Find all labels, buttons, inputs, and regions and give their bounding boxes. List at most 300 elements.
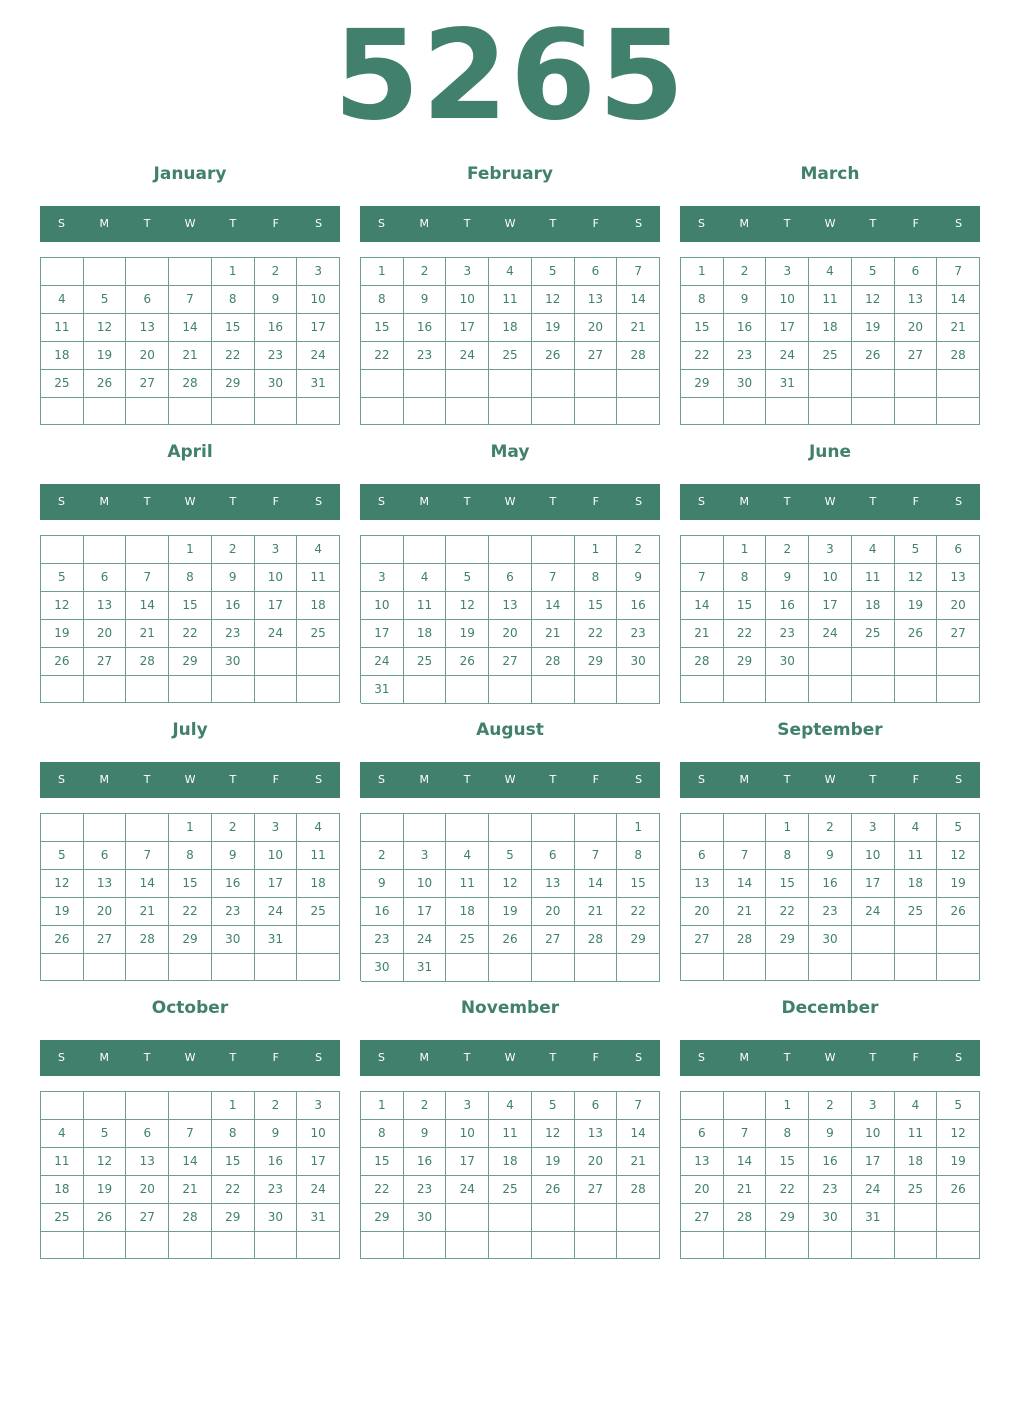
day-cell: 27: [575, 342, 618, 370]
day-cell: [489, 1232, 532, 1259]
day-cell: [126, 954, 169, 981]
day-cell: 28: [617, 342, 660, 370]
day-cell: 26: [895, 620, 938, 648]
month-name: December: [781, 998, 879, 1018]
day-cell: [404, 676, 447, 704]
day-cell: [41, 536, 84, 564]
day-cell: 9: [766, 564, 809, 592]
weekday-label: F: [912, 495, 919, 508]
day-cell: 20: [937, 592, 980, 620]
day-cell: 2: [404, 258, 447, 286]
weekday-label: T: [549, 773, 557, 786]
month-name: August: [476, 720, 544, 740]
day-cell: [937, 648, 980, 676]
day-cell: 19: [446, 620, 489, 648]
day-cell: 3: [766, 258, 809, 286]
day-cell: 18: [489, 314, 532, 342]
day-cell: 20: [575, 314, 618, 342]
weekday-label: M: [419, 1051, 430, 1064]
weekday-label: T: [869, 773, 877, 786]
day-cell: 19: [41, 898, 84, 926]
day-cell: 30: [255, 370, 298, 398]
day-cell: [895, 398, 938, 425]
day-cell: 16: [212, 592, 255, 620]
day-cell: 6: [575, 258, 618, 286]
day-cell: 5: [41, 564, 84, 592]
day-cell: 5: [937, 1092, 980, 1120]
day-cell: 13: [126, 1148, 169, 1176]
month-name: June: [808, 442, 852, 462]
weekday-label: F: [592, 495, 599, 508]
day-cell: [681, 676, 724, 703]
day-cell: [575, 398, 618, 426]
day-cell: 2: [255, 258, 298, 286]
day-cell: [255, 398, 298, 425]
day-cell: 30: [766, 648, 809, 676]
day-cell: [575, 814, 618, 842]
day-cell: 17: [255, 870, 298, 898]
month-name: February: [466, 164, 554, 184]
day-cell: 25: [446, 926, 489, 954]
day-cell: [41, 1232, 84, 1259]
day-cell: 3: [404, 842, 447, 870]
day-cell: 13: [575, 1120, 618, 1148]
day-cell: [41, 676, 84, 703]
day-cell: 17: [766, 314, 809, 342]
day-cell: 14: [169, 314, 212, 342]
day-grid: [360, 813, 660, 981]
day-cell: 29: [681, 370, 724, 398]
day-cell: 4: [446, 842, 489, 870]
weekday-label: F: [912, 217, 919, 230]
day-cell: 18: [404, 620, 447, 648]
day-cell: 27: [575, 1176, 618, 1204]
day-grid: [360, 535, 660, 703]
day-cell: 21: [126, 620, 169, 648]
day-cell: 9: [404, 1120, 447, 1148]
day-grid: [40, 257, 340, 425]
day-cell: [681, 1092, 724, 1120]
day-cell: 27: [489, 648, 532, 676]
day-cell: 16: [809, 1148, 852, 1176]
day-cell: 16: [255, 1148, 298, 1176]
day-cell: [404, 370, 447, 398]
day-cell: 28: [681, 648, 724, 676]
day-cell: 24: [809, 620, 852, 648]
day-cell: 15: [766, 870, 809, 898]
day-grid: [40, 535, 340, 703]
day-cell: [937, 370, 980, 398]
weekday-label: W: [184, 773, 196, 786]
day-cell: 24: [852, 898, 895, 926]
day-cell: 22: [617, 898, 660, 926]
day-cell: 2: [724, 258, 767, 286]
day-cell: 13: [895, 286, 938, 314]
month-name: May: [490, 442, 530, 462]
day-cell: [84, 258, 127, 286]
day-cell: 23: [255, 342, 298, 370]
weekday-label: T: [869, 495, 877, 508]
weekday-label: T: [463, 495, 471, 508]
day-cell: [617, 1232, 660, 1259]
weekday-label: T: [229, 217, 237, 230]
day-cell: 8: [169, 564, 212, 592]
day-cell: 15: [681, 314, 724, 342]
day-cell: 17: [297, 314, 340, 342]
day-cell: 22: [681, 342, 724, 370]
day-cell: [681, 1232, 724, 1259]
day-cell: [489, 398, 532, 426]
weekday-label: S: [697, 217, 705, 230]
day-cell: 5: [84, 1120, 127, 1148]
day-cell: 4: [895, 814, 938, 842]
day-cell: [937, 398, 980, 425]
day-cell: 22: [212, 1176, 255, 1204]
day-cell: [446, 814, 489, 842]
day-cell: 3: [255, 536, 298, 564]
day-cell: 6: [575, 1092, 618, 1120]
day-cell: 13: [532, 870, 575, 898]
day-cell: 2: [404, 1092, 447, 1120]
day-cell: 6: [895, 258, 938, 286]
day-cell: 21: [532, 620, 575, 648]
day-cell: 15: [169, 870, 212, 898]
weekday-label: W: [824, 495, 836, 508]
day-cell: 27: [84, 648, 127, 676]
day-cell: 4: [852, 536, 895, 564]
day-cell: 2: [617, 536, 660, 564]
weekday-label: S: [955, 217, 963, 230]
day-cell: 15: [212, 1148, 255, 1176]
day-cell: 9: [809, 1120, 852, 1148]
day-cell: [852, 676, 895, 703]
day-cell: 23: [809, 898, 852, 926]
day-cell: [212, 954, 255, 981]
day-cell: 14: [617, 286, 660, 314]
day-cell: 2: [809, 1092, 852, 1120]
day-cell: 7: [617, 258, 660, 286]
day-cell: [84, 1232, 127, 1259]
weekday-header: [680, 206, 980, 242]
day-cell: 25: [489, 1176, 532, 1204]
day-cell: [446, 1204, 489, 1232]
day-cell: [895, 370, 938, 398]
day-cell: 24: [766, 342, 809, 370]
day-cell: 22: [169, 898, 212, 926]
day-cell: [255, 954, 298, 981]
day-cell: 31: [255, 926, 298, 954]
weekday-label: T: [783, 495, 791, 508]
weekday-header: [40, 484, 340, 520]
day-cell: [212, 1232, 255, 1259]
day-cell: 23: [212, 898, 255, 926]
day-cell: 24: [446, 342, 489, 370]
weekday-label: T: [143, 1051, 151, 1064]
day-cell: 5: [532, 1092, 575, 1120]
day-cell: 1: [766, 1092, 809, 1120]
day-cell: [617, 954, 660, 982]
day-cell: 18: [41, 342, 84, 370]
day-grid: [40, 813, 340, 981]
day-cell: 17: [255, 592, 298, 620]
month-name: October: [151, 998, 229, 1018]
day-cell: [681, 536, 724, 564]
day-cell: 18: [446, 898, 489, 926]
weekday-label: S: [57, 217, 65, 230]
day-cell: 26: [937, 1176, 980, 1204]
day-cell: 10: [255, 842, 298, 870]
weekday-label: S: [955, 1051, 963, 1064]
day-cell: 1: [212, 258, 255, 286]
weekday-label: S: [377, 217, 385, 230]
weekday-label: S: [955, 773, 963, 786]
day-cell: [809, 954, 852, 981]
day-cell: [852, 926, 895, 954]
day-cell: 14: [126, 870, 169, 898]
day-cell: [575, 954, 618, 982]
day-cell: 17: [404, 898, 447, 926]
day-cell: [937, 926, 980, 954]
weekday-label: W: [824, 773, 836, 786]
day-cell: 21: [126, 898, 169, 926]
day-cell: 9: [255, 1120, 298, 1148]
day-cell: 4: [489, 1092, 532, 1120]
weekday-label: S: [315, 773, 323, 786]
day-cell: 16: [212, 870, 255, 898]
day-cell: 19: [532, 314, 575, 342]
day-cell: [126, 814, 169, 842]
day-cell: 22: [766, 1176, 809, 1204]
day-cell: 8: [766, 1120, 809, 1148]
day-cell: 5: [41, 842, 84, 870]
day-cell: 21: [617, 314, 660, 342]
day-cell: 5: [489, 842, 532, 870]
day-cell: [126, 1092, 169, 1120]
weekday-label: T: [783, 1051, 791, 1064]
day-cell: 18: [489, 1148, 532, 1176]
day-cell: 1: [617, 814, 660, 842]
day-cell: 15: [575, 592, 618, 620]
day-cell: 11: [41, 314, 84, 342]
day-cell: [617, 370, 660, 398]
day-cell: 10: [446, 1120, 489, 1148]
day-cell: 11: [895, 1120, 938, 1148]
day-cell: 20: [681, 1176, 724, 1204]
day-cell: [169, 954, 212, 981]
day-cell: [41, 814, 84, 842]
day-cell: 15: [212, 314, 255, 342]
day-cell: 7: [575, 842, 618, 870]
day-cell: [766, 954, 809, 981]
day-cell: 31: [297, 1204, 340, 1232]
day-cell: 10: [255, 564, 298, 592]
day-cell: [575, 370, 618, 398]
weekday-label: S: [955, 495, 963, 508]
day-cell: 17: [446, 314, 489, 342]
day-cell: 26: [532, 342, 575, 370]
weekday-label: T: [869, 1051, 877, 1064]
day-cell: 6: [681, 1120, 724, 1148]
day-cell: [489, 676, 532, 704]
day-cell: [361, 1232, 404, 1259]
weekday-label: F: [912, 773, 919, 786]
day-cell: [169, 1092, 212, 1120]
day-cell: 2: [212, 814, 255, 842]
day-cell: 3: [446, 258, 489, 286]
day-cell: 12: [895, 564, 938, 592]
day-cell: 16: [617, 592, 660, 620]
day-cell: 17: [809, 592, 852, 620]
weekday-label: M: [99, 217, 110, 230]
day-cell: 14: [617, 1120, 660, 1148]
day-cell: [852, 648, 895, 676]
day-cell: 13: [84, 870, 127, 898]
day-cell: 9: [404, 286, 447, 314]
day-cell: 8: [212, 286, 255, 314]
day-cell: 16: [809, 870, 852, 898]
day-cell: 29: [617, 926, 660, 954]
day-cell: 5: [532, 258, 575, 286]
weekday-label: T: [143, 773, 151, 786]
day-cell: 9: [617, 564, 660, 592]
day-cell: 4: [809, 258, 852, 286]
weekday-label: M: [739, 495, 750, 508]
day-cell: 7: [724, 1120, 767, 1148]
month-name: September: [777, 720, 883, 740]
day-cell: 1: [212, 1092, 255, 1120]
day-cell: 8: [361, 286, 404, 314]
day-cell: 2: [255, 1092, 298, 1120]
day-cell: [297, 1232, 340, 1259]
weekday-label: S: [377, 773, 385, 786]
day-cell: [169, 398, 212, 425]
day-cell: 20: [895, 314, 938, 342]
day-cell: 25: [809, 342, 852, 370]
day-cell: [212, 398, 255, 425]
day-cell: 29: [575, 648, 618, 676]
day-cell: [297, 954, 340, 981]
day-cell: 28: [532, 648, 575, 676]
day-cell: [809, 1232, 852, 1259]
day-cell: 21: [169, 1176, 212, 1204]
day-cell: [297, 926, 340, 954]
day-cell: [575, 1232, 618, 1259]
day-cell: 25: [852, 620, 895, 648]
day-cell: 8: [212, 1120, 255, 1148]
day-grid: [40, 1091, 340, 1259]
day-cell: 29: [212, 1204, 255, 1232]
day-cell: 13: [937, 564, 980, 592]
day-cell: [404, 536, 447, 564]
day-cell: [681, 398, 724, 425]
day-cell: [681, 954, 724, 981]
day-cell: 1: [169, 814, 212, 842]
weekday-label: F: [912, 1051, 919, 1064]
day-cell: 23: [809, 1176, 852, 1204]
day-cell: 27: [126, 370, 169, 398]
day-cell: [532, 1204, 575, 1232]
day-cell: 3: [297, 258, 340, 286]
day-cell: 12: [41, 592, 84, 620]
day-cell: [41, 398, 84, 425]
day-cell: 3: [852, 1092, 895, 1120]
day-cell: 2: [809, 814, 852, 842]
day-cell: 6: [84, 842, 127, 870]
day-cell: 30: [617, 648, 660, 676]
day-cell: 29: [212, 370, 255, 398]
day-cell: [532, 536, 575, 564]
day-cell: 26: [41, 926, 84, 954]
month-name: April: [167, 442, 213, 462]
day-cell: 6: [532, 842, 575, 870]
day-cell: 17: [446, 1148, 489, 1176]
day-cell: 8: [617, 842, 660, 870]
day-cell: 31: [297, 370, 340, 398]
day-cell: 11: [852, 564, 895, 592]
weekday-label: F: [272, 495, 279, 508]
day-cell: 9: [724, 286, 767, 314]
day-cell: 5: [84, 286, 127, 314]
weekday-label: S: [377, 1051, 385, 1064]
day-cell: 26: [489, 926, 532, 954]
day-cell: 6: [126, 286, 169, 314]
day-cell: 8: [724, 564, 767, 592]
day-cell: 27: [84, 926, 127, 954]
day-cell: 18: [41, 1176, 84, 1204]
day-cell: [255, 676, 298, 703]
weekday-label: S: [315, 1051, 323, 1064]
day-cell: 8: [361, 1120, 404, 1148]
day-cell: 12: [446, 592, 489, 620]
day-cell: 29: [766, 1204, 809, 1232]
day-cell: 12: [937, 842, 980, 870]
weekday-label: T: [229, 773, 237, 786]
day-cell: 12: [84, 1148, 127, 1176]
day-cell: 19: [84, 342, 127, 370]
day-cell: 20: [681, 898, 724, 926]
day-cell: 22: [361, 1176, 404, 1204]
day-grid: [360, 1091, 660, 1259]
day-cell: 20: [532, 898, 575, 926]
day-cell: [446, 536, 489, 564]
month-name: July: [172, 720, 208, 740]
day-cell: 17: [852, 870, 895, 898]
day-cell: 19: [895, 592, 938, 620]
weekday-label: T: [549, 495, 557, 508]
day-cell: 19: [489, 898, 532, 926]
day-cell: 12: [489, 870, 532, 898]
day-cell: [809, 648, 852, 676]
weekday-label: W: [504, 1051, 516, 1064]
day-cell: [361, 398, 404, 426]
day-cell: 8: [575, 564, 618, 592]
day-cell: [724, 954, 767, 981]
day-cell: 18: [895, 1148, 938, 1176]
day-cell: [895, 954, 938, 981]
day-cell: 27: [681, 926, 724, 954]
weekday-label: W: [504, 217, 516, 230]
day-cell: 10: [361, 592, 404, 620]
day-cell: 12: [41, 870, 84, 898]
day-cell: [937, 676, 980, 703]
weekday-label: S: [635, 495, 643, 508]
day-cell: 11: [404, 592, 447, 620]
day-cell: [937, 954, 980, 981]
day-cell: 28: [724, 926, 767, 954]
day-cell: 10: [852, 1120, 895, 1148]
day-cell: 6: [126, 1120, 169, 1148]
day-cell: [84, 814, 127, 842]
